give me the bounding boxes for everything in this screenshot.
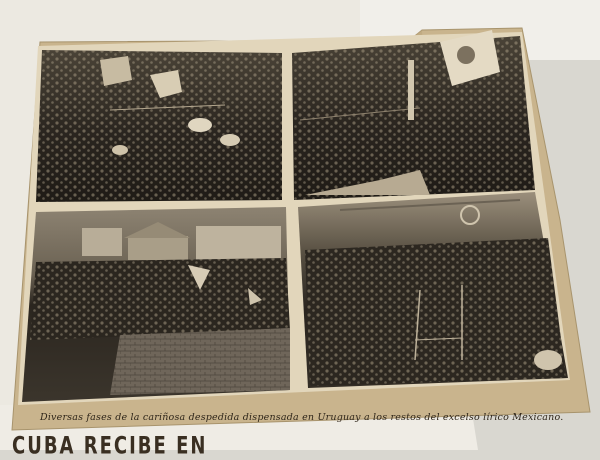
photo-bottom-left	[22, 207, 290, 402]
photo-top-left	[36, 50, 282, 202]
headline-fragment: CUBA RECIBE EN	[12, 432, 208, 460]
building-right	[196, 226, 281, 260]
building-left	[82, 228, 122, 256]
clipping-caption: Diversas fases de la cariñosa despedida dispensada en Uruguay a los restos del excelso lírico Mexicano.	[40, 412, 564, 423]
photo-top-right	[292, 30, 535, 200]
photo-bottom-right	[298, 192, 568, 388]
building-mid	[128, 236, 188, 260]
